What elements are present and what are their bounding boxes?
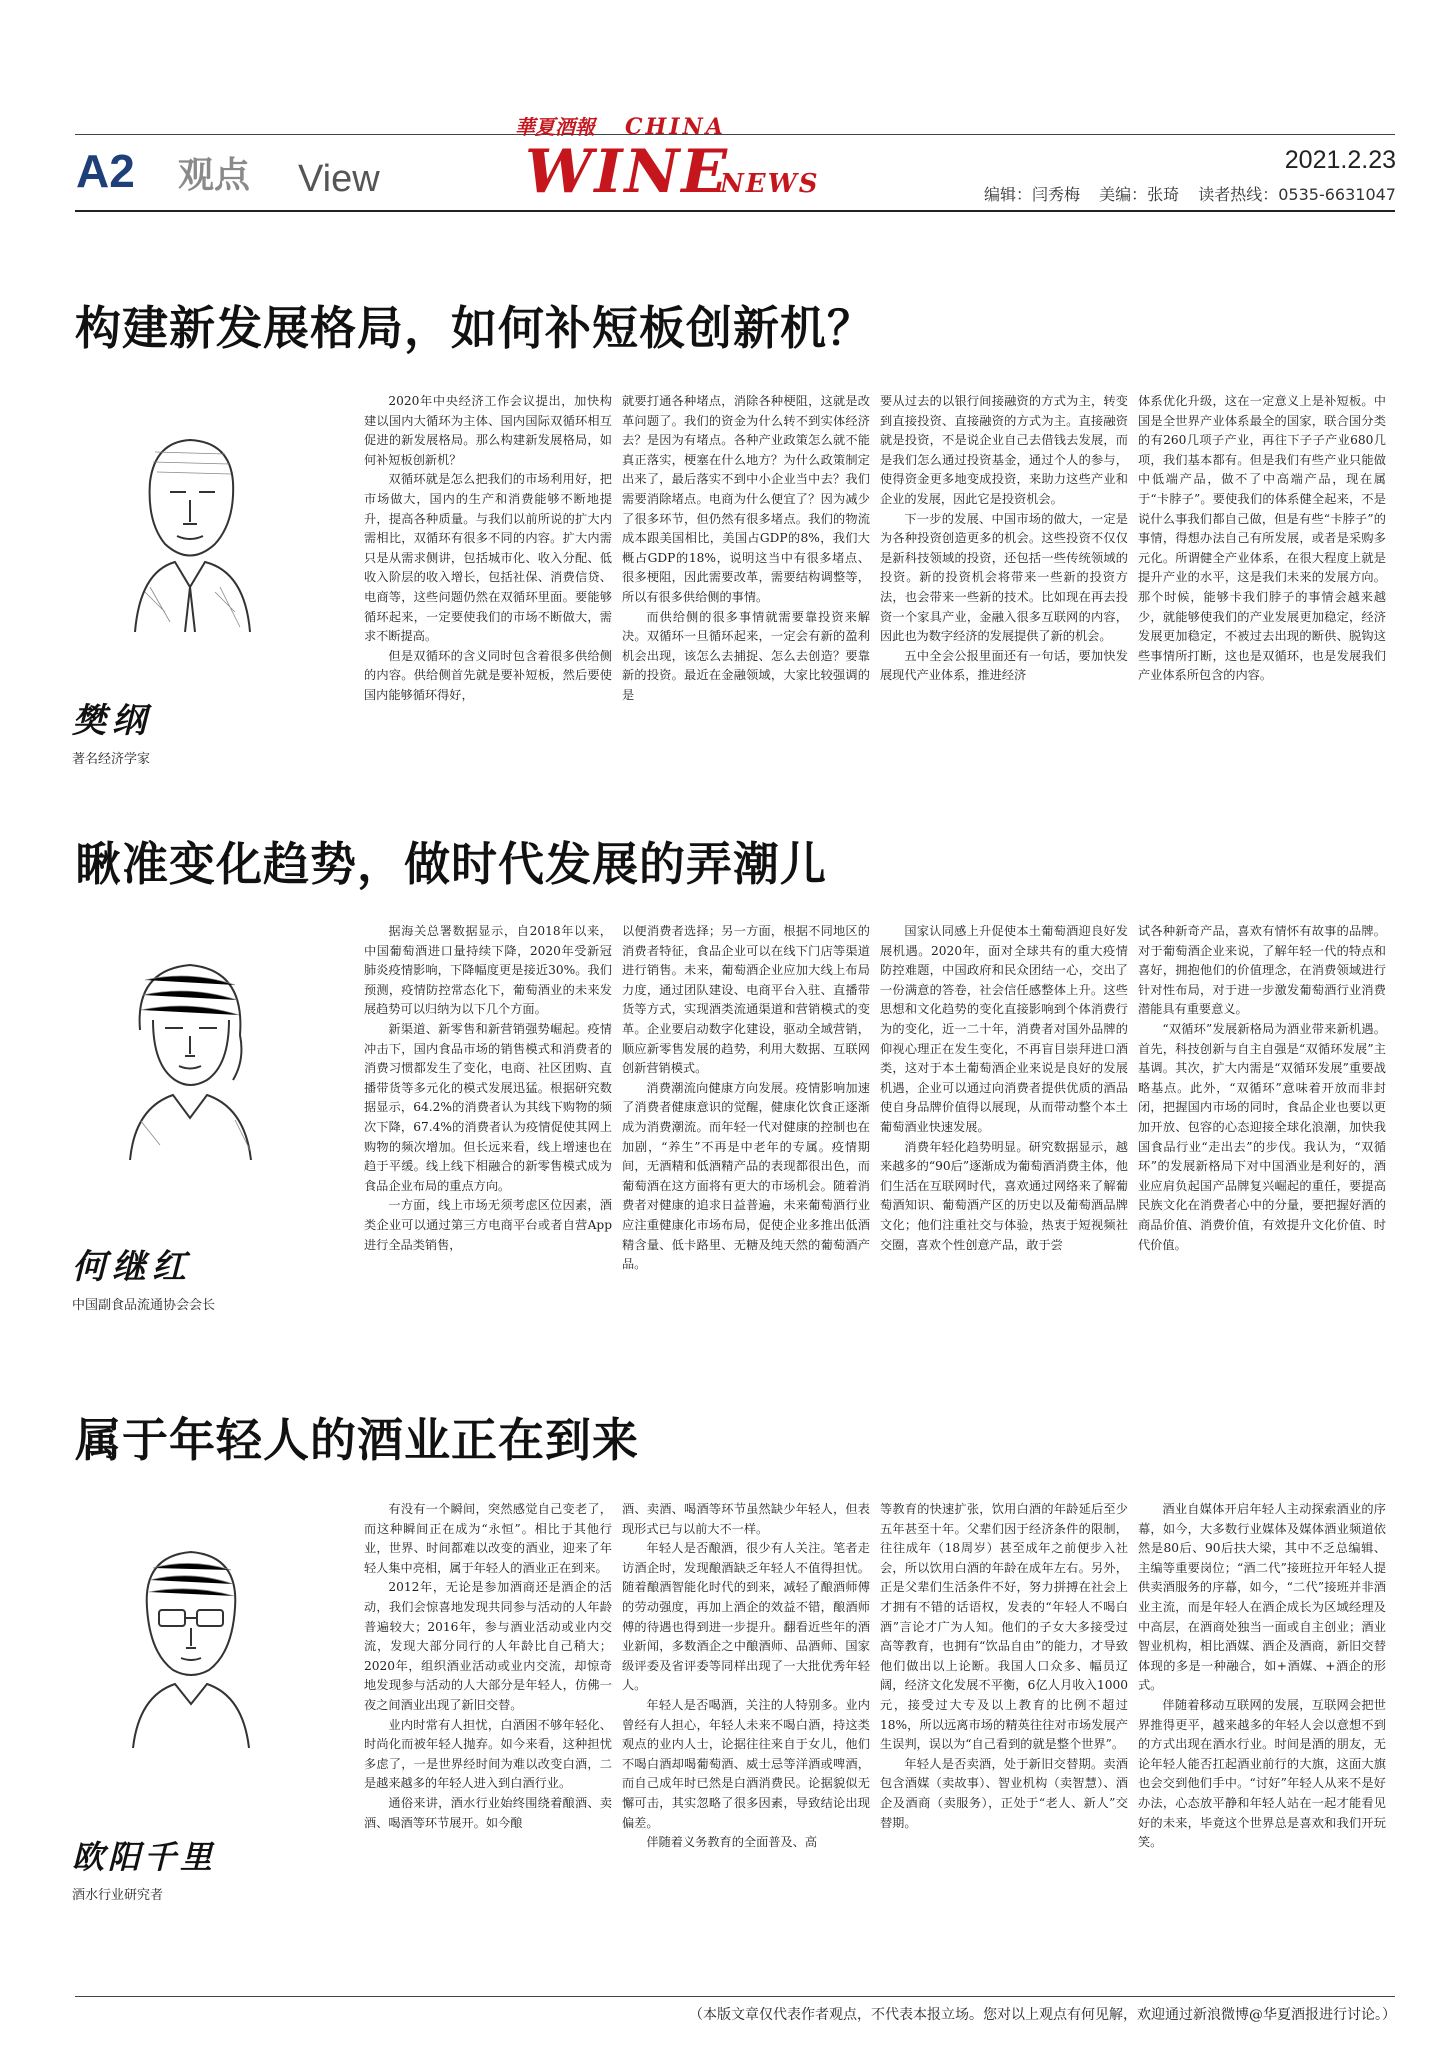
paragraph: 五中全会公报里面还有一句话，要加快发展现代产业体系，推进经济	[880, 648, 1128, 683]
paragraph: 试各种新奇产品，喜欢有情怀有故事的品牌。对于葡萄酒企业来说，了解年轻一代的特点和喜好，拥抱他们的价值理念，在消费领域进行针对性布局，对于进一步激发葡萄酒行业消费潜能具有重要意义。	[1138, 924, 1386, 1017]
article-2-column-2	[622, 922, 870, 1362]
author-signature	[72, 694, 222, 742]
paragraph: 下一步的发展、中国市场的做大，一定是为各种投资创造更多的机会。这些投资不仅仅是新科技领域的投资，还包括一些传统领域的投资。新的投资机会将带来一些新的投资方法，也会带来一些新的技术。比如现在再去投资一个家具产业，金融入很多互联网的内容，因此也为数字经济的发展提供了新的机会。	[880, 511, 1128, 644]
article-1-column-3	[880, 392, 1128, 802]
paragraph: 伴随着移动互联网的发展，互联网会把世界推得更平，越来越多的年轻人会以意想不到的方式出现在酒水行业。时间是酒的朋友，无论年轻人能否扛起酒业前行的大旗，这面大旗也会交到他们手中。“讨好”年轻人从来不是好办法，心态放平静和年轻人站在一起才能看见好的未来，毕竟这个世界总是喜欢和我们开玩笑。	[1138, 1697, 1386, 1850]
paragraph: 等教育的快速扩张，饮用白酒的年龄延后至少五年甚至十年。父辈们因于经济条件的限制，往往成年（18周岁）甚至成年之前便步入社会，所以饮用白酒的年龄在成年左右。另外，正是父辈们生活条件不好，努力拼搏在社会上才拥有不错的话语权，发表的“年轻人不喝白酒”言论才广为人知。他们的子女大多接受过高等教育，也拥有“饮品自由”的能力，才导致他们做出以上论断。我国人口众多、幅员辽阔，经济文化发展不平衡，6亿人月收入1000元，接受过大专及以上教育的比例不超过18%，所以远离市场的精英往往对市场发展产生误判，误以为“自己看到的就是整个世界”。	[880, 1502, 1128, 1752]
paragraph: 体系优化升级，这在一定意义上是补短板。中国是全世界产业体系最全的国家，联合国分类的有260几项子产业，再往下子子产业680几项，我们基本都有。但是我们有些产业只能做中低端产品，做不了中高端产品，现在属于“卡脖子”。要使我们的体系健全起来，不是说什么事我们都自己做，但是有些“卡脖子”的事情，得想办法自己有所发展，或者是采购多元化。所谓健全产业体系，在很大程度上就是提升产业的水平，这是我们未来的发展方向。那个时候，能够卡我们脖子的事情会越来越少，就能够使我们的产业发展更加稳定，经济发展更加稳定，不被过去出现的断供、脱钩这些事情所打断，这也是双循环，也是发展我们产业体系所包含的内容。	[1138, 394, 1386, 683]
paragraph: 有没有一个瞬间，突然感觉自己变老了，而这种瞬间正在成为“永恒”。相比于其他行业，世界、时间都难以改变的酒业，迎来了年轻人集中亮相，属于年轻人的酒业正在到来。	[364, 1502, 612, 1575]
author-signature-text: 欧阳千里	[72, 1838, 217, 1876]
china-wine-news-logo	[515, 112, 855, 204]
article-3-column-3	[880, 1500, 1128, 1990]
author-signature	[72, 1240, 222, 1288]
paragraph: 双循环就是怎么把我们的市场利用好，把市场做大，国内的生产和消费能够不断地提升，提高各种质量。与我们以前所说的扩大内需相比，双循环有很多不同的内容。扩大内需只是从需求侧讲，包括城市化、收入分配、低收入阶层的收入增长，包括社保、消费信贷、电商等，这些问题仍然在双循环里面。要能够循环起来，一定要使我们的市场不断做大，需求不断提高。	[364, 472, 612, 644]
page-number: A2	[76, 145, 135, 197]
logo-wine: WINE	[525, 137, 730, 204]
designer: 美编：张琦	[1099, 185, 1180, 204]
author-signature-text: 樊纲	[72, 701, 152, 741]
paragraph: 但是双循环的含义同时包含着很多供给侧的内容。供给侧首先就是要补短板，然后要使国内能够循环得好，	[364, 648, 612, 702]
issue-date: 2021.2.23	[1284, 146, 1396, 174]
author-signature	[72, 1830, 222, 1878]
article-2-column-1	[364, 922, 612, 1362]
paragraph: 就要打通各种堵点，消除各种梗阻，这就是改革问题了。我们的资金为什么转不到实体经济去？是因为有堵点。各种产业政策怎么就不能真正落实，梗塞在什么地方？为什么政策制定出来了，最后落实不到中小企业当中去？我们需要消除堵点。电商为什么便宜了？因为减少了很多环节，但仍然有很多堵点。我们的物流成本跟美国相比，美国占GDP的8%，我们大概占GDP的18%，说明这当中有很多堵点、很多梗阻，因此需要改革，需要结构调整等，所以有很多供给侧的事情。	[622, 394, 870, 604]
paragraph: 国家认同感上升促使本土葡萄酒迎良好发展机遇。2020年，面对全球共有的重大疫情防控难题，中国政府和民众团结一心，交出了一份满意的答卷，社会信任感整体上升。这些思想和文化趋势的变化直接影响到个体消费行为的变化，近一二十年，消费者对国外品牌的仰视心理正在发生变化，不再盲目崇拜进口酒类，这对于本土葡萄酒企业来说是良好的发展机遇，企业可以通过向消费者提供优质的酒品使自身品牌价值得以展现，从而带动整个本土葡萄酒业快速发展。	[880, 924, 1128, 1134]
author-signature-text: 何继红	[72, 1247, 192, 1287]
editor: 编辑：闫秀梅	[984, 185, 1081, 204]
author-title: 著名经济学家	[72, 752, 151, 767]
paragraph: “双循环”发展新格局为酒业带来新机遇。首先，科技创新与自主自强是“双循环发展”主基调。其次，扩大内需是“双循环发展”重要战略基点。此外，“双循环”意味着开放而非封闭，把握国内市场的同时，食品企业也要以更加开放、包容的心态迎接全球化浪潮，加快我国食品行业“走出去”的步伐。我认为，“双循环”的发展新格局下对中国酒业是利好的，酒业应肩负起国产品牌复兴崛起的重任，要提高民族文化在消费者心中的分量，要把握好酒的商品价值、消费价值，有效提升文化价值、时代价值。	[1138, 1021, 1386, 1252]
footer-disclaimer: （本版文章仅代表作者观点，不代表本报立场。您对以上观点有何见解，欢迎通过新浪微博@华夏酒报进行讨论。）	[689, 2007, 1396, 2023]
paragraph: 业内时常有人担忧，白酒困不够年轻化、时尚化而被年轻人抛弃。如今来看，这种担忧多虑了，一是世界经时间为难以改变白酒，二是越来越多的年轻人进入到白酒行业。	[364, 1717, 612, 1791]
author-portrait-sketch	[95, 412, 285, 632]
article-3-column-2	[622, 1500, 870, 1990]
author-portrait-sketch	[95, 1528, 285, 1748]
paragraph: 要从过去的以银行间接融资的方式为主，转变到直接投资、直接融资的方式为主。直接融资就是投资，不是说企业自己去借钱去发展，而是我们怎么通过投资基金，通过个人的参与，使得资金更多地变成投资，来助力这些产业和企业的发展，因此它是投资机会。	[880, 394, 1128, 506]
paragraph: 年轻人是否酿酒，很少有人关注。笔者走访酒企时，发现酿酒缺乏年轻人不值得担忧。随着酿酒智能化时代的到来，减轻了酿酒师傅的劳动强度，再加上酒企的效益不错，酿酒师傅的待遇也得到进一步提升。翻看近些年的酒业新闻，多数酒企之中酿酒师、品酒师、国家级评委及省评委等同样出现了一大批优秀年轻人。	[622, 1541, 870, 1693]
logo-news: NEWS	[720, 169, 820, 199]
article-1-headline: 构建新发展格局，如何补短板创新机？	[75, 301, 874, 355]
paragraph: 新渠道、新零售和新营销强势崛起。疫情冲击下，国内食品市场的销售模式和消费者的消费习惯都发生了变化，电商、社区团购、直播带货等多元化的模式发展迅猛。根据研究数据显示，64.2%的消费者认为其线下购物的频次下降，67.4%的消费者认为疫情促使其网上购物的频次增加。但长远来看，线上增速也在趋于平缓。线上线下相融合的新零售模式成为食品企业布局的重点方向。	[364, 1021, 612, 1193]
paragraph: 伴随着义务教育的全面普及、高	[646, 1835, 818, 1850]
reader-hotline: 读者热线：0535-6631047	[1198, 185, 1396, 204]
paragraph: 消费年轻化趋势明显。研究数据显示，越来越多的“90后”逐渐成为葡萄酒消费主体，他们生活在互联网时代，喜欢通过网络来了解葡萄酒知识、葡萄酒产区的历史以及葡萄酒品牌文化；他们注重社交与体验，热衷于短视频社交圈，喜欢个性创意产品，敢于尝	[880, 1139, 1128, 1252]
author-title: 酒水行业研究者	[72, 1888, 164, 1903]
logo-cn: 華夏酒報	[515, 115, 595, 139]
paragraph: 2012年，无论是参加酒商还是酒企的活动，我们会惊喜地发现共同参与活动的人年龄普遍较大；2016年，参与酒业活动或业内交流，发现大部分同行的人年龄比自己稍大；2020年，组织酒业活动或业内交流，却惊奇地发现参与活动的人大部分是年轻人，仿佛一夜之间酒业出现了新旧交替。	[364, 1580, 612, 1712]
author-portrait-sketch	[95, 940, 285, 1160]
footer-rule	[75, 1996, 1395, 1997]
paragraph: 年轻人是否卖酒，处于新旧交替期。卖酒包含酒媒（卖故事）、智业机构（卖智慧）、酒企及酒商（卖服务），正处于“老人、新人”交替期。	[880, 1756, 1128, 1830]
logo-china: CHINA	[625, 114, 726, 140]
paragraph: 一方面，线上市场无须考虑区位因素，酒类企业可以通过第三方电商平台或者自营App进行全品类销售，	[364, 1198, 612, 1252]
paragraph: 通俗来讲，酒水行业始终围绕着酿酒、卖酒、喝酒等环节展开。如今酿	[364, 1795, 612, 1830]
section-title-en: View	[298, 158, 380, 200]
article-1-column-4	[1138, 392, 1386, 802]
paragraph: 以便消费者选择；另一方面，根据不同地区的消费者特征，食品企业可以在线下门店等渠道进行销售。未来，葡萄酒企业应加大线上布局力度，通过团队建设、电商平台入驻、直播带货等方式，实现酒类流通渠道和营销模式的变革。企业要启动数字化建设，驱动全域营销，顺应新零售发展的趋势，利用大数据、互联网创新营销模式。	[622, 924, 870, 1076]
paragraph: 消费潮流向健康方向发展。疫情影响加速了消费者健康意识的觉醒，健康化饮食正逐渐成为消费潮流。而年轻一代对健康的控制也在加剧，“养生”不再是中老年的专属。疫情期间，无酒精和低酒精产品的表现都很出色，而葡萄酒在这方面将有更大的市场机会。随着消费者对健康的追求日益普遍，未来葡萄酒行业应注重健康化市场布局，促使企业多推出低酒精含量、低卡路里、无糖及纯天然的葡萄酒产品。	[622, 1080, 870, 1272]
article-1-column-2	[622, 392, 870, 802]
article-2-column-4	[1138, 922, 1386, 1362]
paragraph: 酒、卖酒、喝酒等环节虽然缺少年轻人，但表现形式已与以前大不一样。	[622, 1502, 870, 1536]
article-2-headline: 瞅准变化趋势，做时代发展的弄潮儿	[75, 837, 827, 891]
header-bottom-rule	[75, 210, 1395, 212]
paragraph: 而供给侧的很多事情就需要靠投资来解决。双循环一旦循环起来，一定会有新的盈利机会出现，该怎么去捕捉、怎么去创造？要靠新的投资。最近在金融领域，大家比较强调的是	[622, 609, 870, 702]
author-title: 中国副食品流通协会会长	[72, 1298, 216, 1313]
article-3-column-4	[1138, 1500, 1386, 1990]
article-2-column-3	[880, 922, 1128, 1362]
article-3-column-1	[364, 1500, 612, 1990]
paragraph: 2020年中央经济工作会议提出，加快构建以国内大循环为主体、国内国际双循环相互促进的新发展格局。那么构建新发展格局，如何补短板创新机？	[364, 394, 612, 467]
article-3-headline: 属于年轻人的酒业正在到来	[75, 1413, 639, 1467]
paragraph: 酒业自媒体开启年轻人主动探索酒业的序幕，如今，大多数行业媒体及媒体酒业频道依然是80后、90后扶大梁，其中不乏总编辑、主编等重要岗位；“酒二代”接班拉开年轻人提供卖酒服务的序幕，如今，“二代”接班并非酒业主流，而是年轻人在酒企成长为区域经理及中高层，在酒商处独当一面或自主创业；酒业智业机构，相比酒媒、酒企及酒商，新旧交替体现的多是一种融合，如+酒媒、+酒企的形式。	[1138, 1502, 1386, 1693]
paragraph: 据海关总署数据显示，自2018年以来，中国葡萄酒进口量持续下降，2020年受新冠肺炎疫情影响，下降幅度更是接近30%。我们预测，疫情防控常态化下，葡萄酒业的未来发展趋势可以归纳为以下几个方面。	[364, 924, 612, 1017]
article-1-column-1	[364, 392, 612, 802]
section-title-cn: 观点	[178, 155, 251, 196]
paragraph: 年轻人是否喝酒，关注的人特别多。业内曾经有人担心，年轻人未来不喝白酒，持这类观点的业内人士，论据往往来自于女儿，他们不喝白酒却喝葡萄酒、威士忌等洋酒或啤酒，而自己成年时已然是白酒消费民。论据貌似无懈可击，其实忽略了很多因素，导致结论出现偏差。	[622, 1697, 870, 1830]
editor-credits	[970, 182, 1396, 205]
